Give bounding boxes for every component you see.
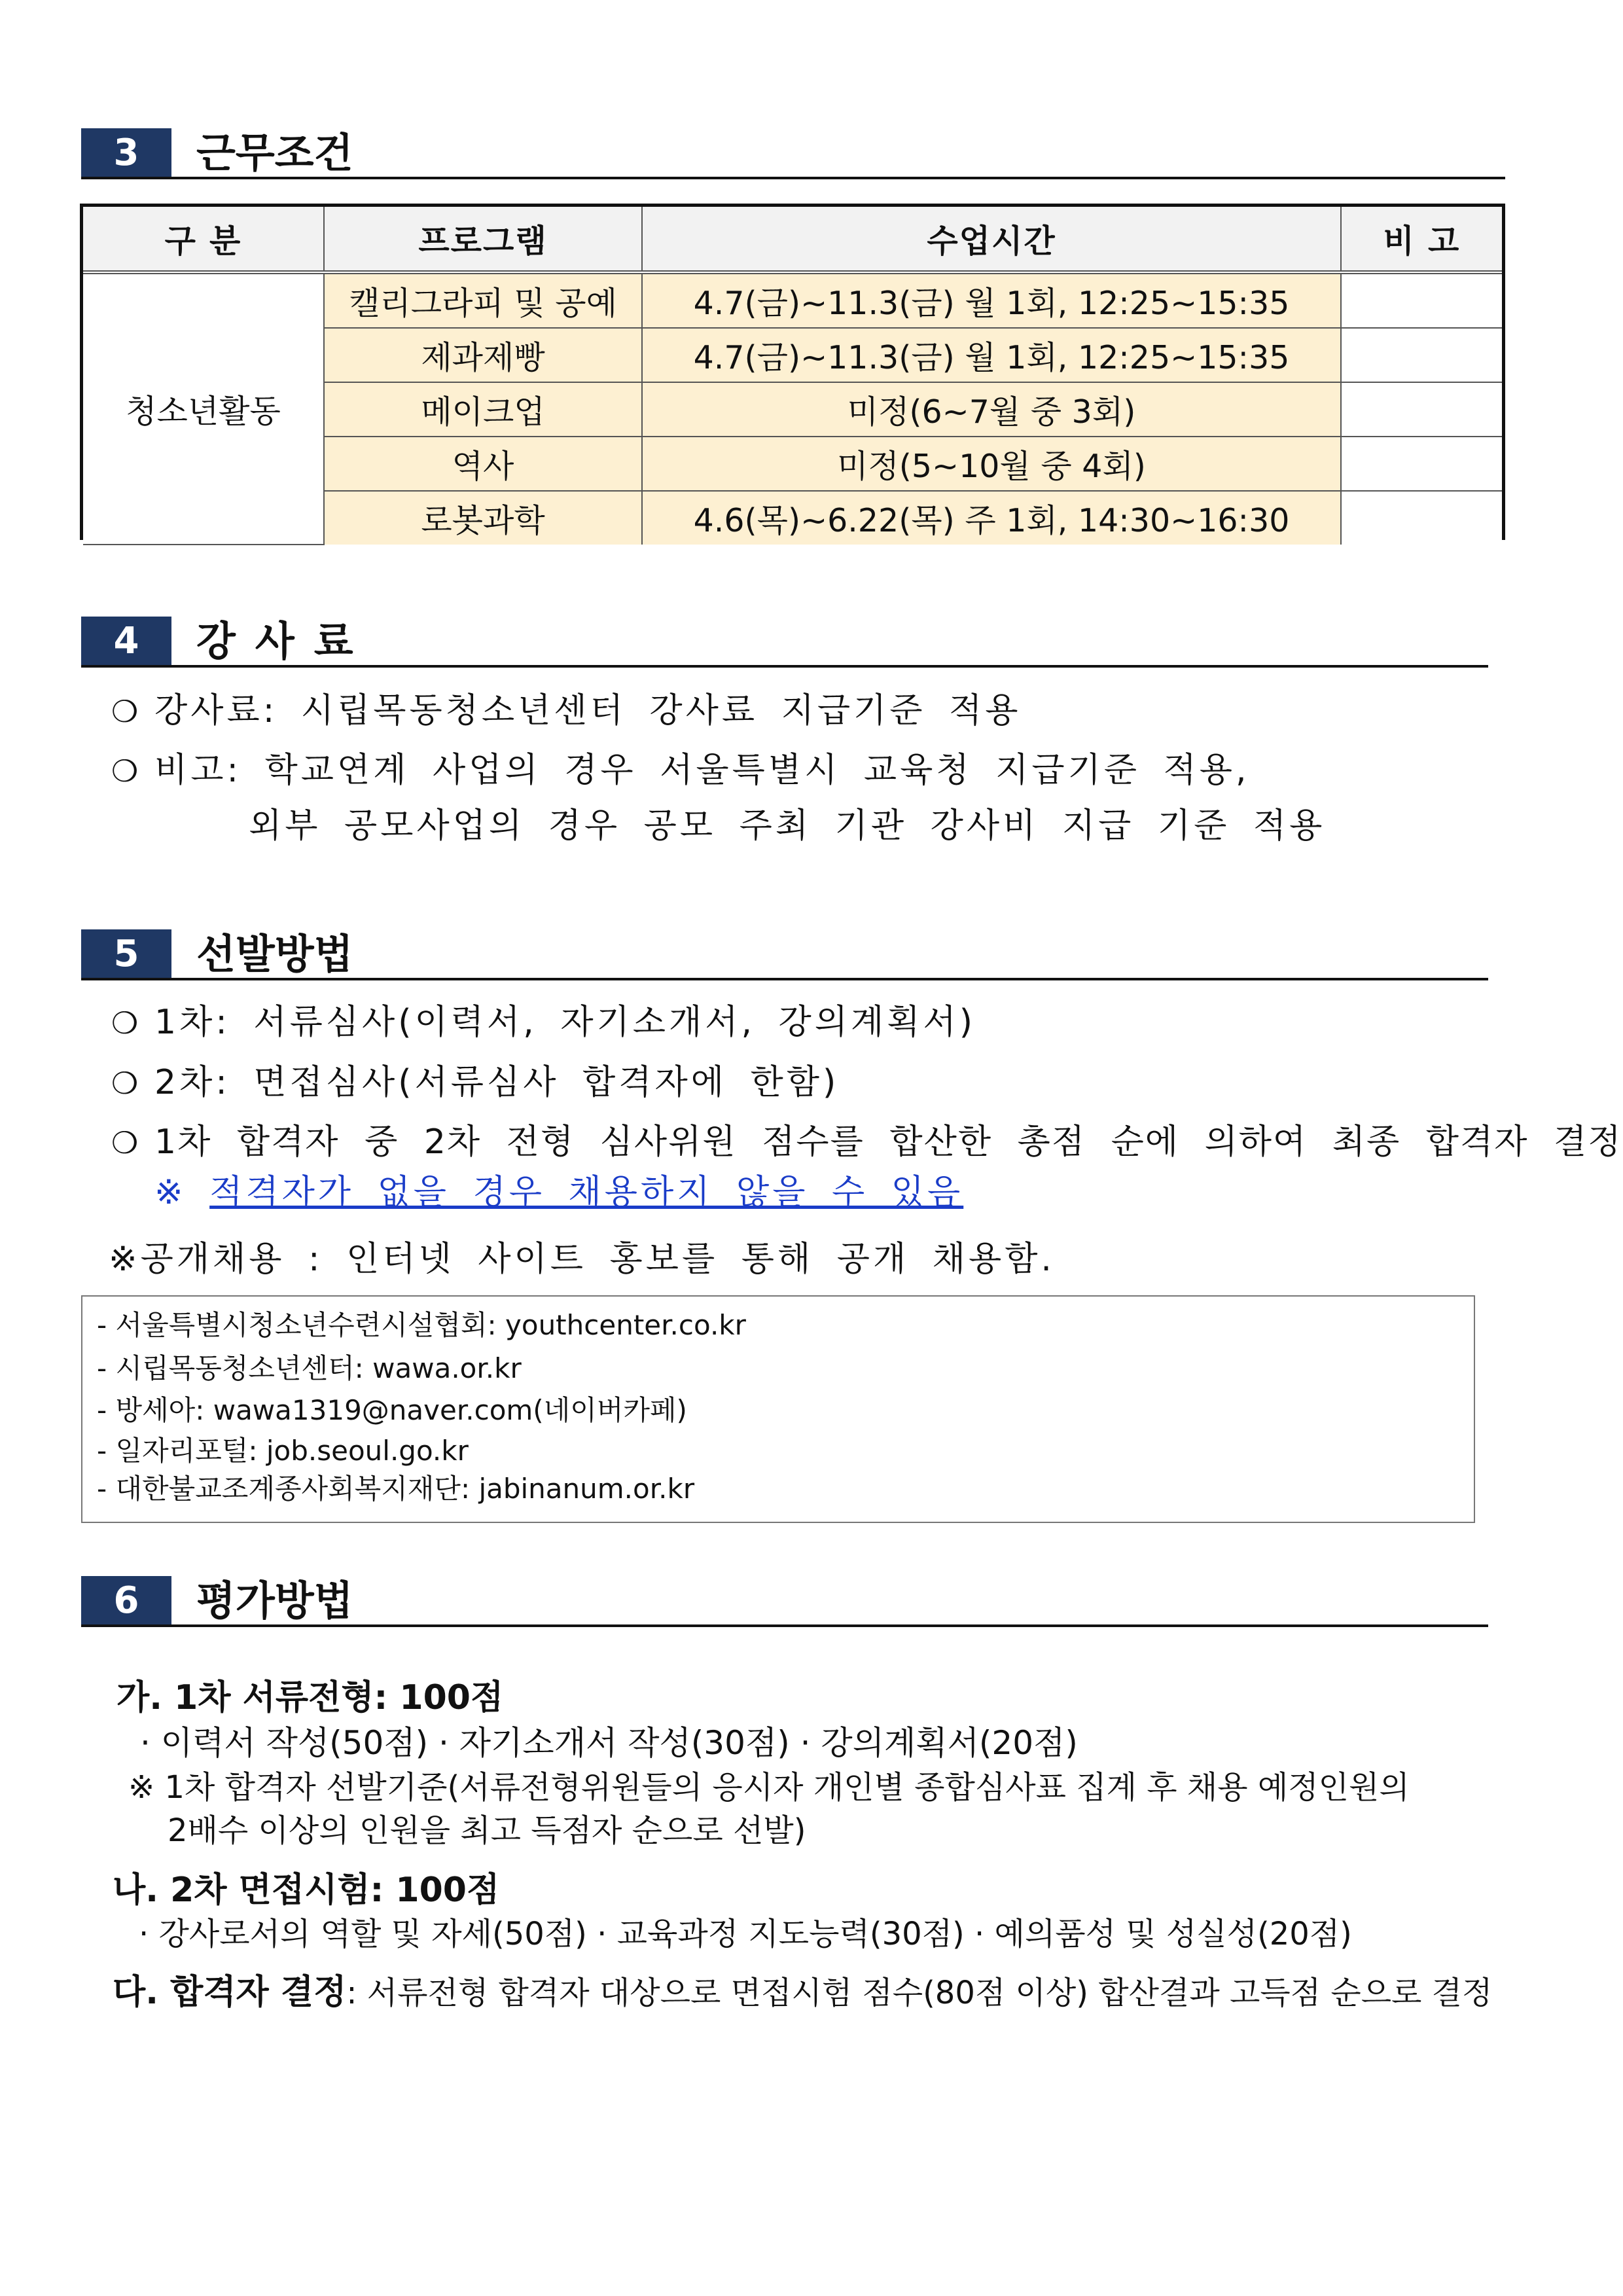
time-cell: 미정(6~7월 중 3회): [642, 382, 1341, 437]
eval-heading-interview: 나. 2차 면접시험: 100점: [113, 1871, 500, 1910]
section-divider: [81, 665, 1488, 668]
time-cell: 4.7(금)~11.3(금) 월 1회, 12:25~15:35: [642, 328, 1341, 382]
site-item: - 대한불교조계종사회복지재단: jabinanum.or.kr: [97, 1473, 695, 1505]
note-cell: [1341, 272, 1502, 328]
section-title: 근무조건: [196, 129, 353, 177]
selection-item: ❍ 1차 합격자 중 2차 전형 심사위원 점수를 합산한 총점 순에 의하여 최종 합격자 결정: [111, 1121, 1622, 1164]
time-cell: 4.7(금)~11.3(금) 월 1회, 12:25~15:35: [642, 272, 1341, 328]
section-title: 평가방법: [196, 1577, 353, 1624]
bullet-circle-icon: ❍: [111, 1005, 142, 1041]
selection-item: ❍ 2차: 면접심사(서류심사 합격자에 한함): [111, 1062, 839, 1104]
eval-detail: · 이력서 작성(50점) · 자기소개서 작성(30점) · 강의계획서(20점): [140, 1724, 1078, 1762]
note-cell: [1341, 382, 1502, 437]
eval-heading-final: 다. 합격자 결정: 서류전형 합격자 대상으로 면접시험 점수(80점 이상) 합산결과 고득점 순으로 결정: [113, 1973, 1493, 2012]
bullet-circle-icon: ❍: [111, 1066, 142, 1101]
section-header-evaluation: [81, 1576, 1488, 1627]
schedule-table: [80, 204, 1505, 540]
note-cell: [1341, 491, 1502, 545]
section-header-work-conditions: [81, 128, 1505, 179]
public-notice: ※공개채용 : 인터넷 사이트 홍보를 통해 공개 채용함.: [109, 1240, 1055, 1279]
bullet-circle-icon: ❍: [111, 753, 142, 789]
program-cell: 역사: [324, 437, 642, 491]
eval-heading-document: 가. 1차 서류전형: 100점: [116, 1678, 504, 1717]
eval-note-continuation: 2배수 이상의 인원을 최고 득점자 순으로 선발): [168, 1812, 806, 1849]
recruitment-sites-box: [81, 1295, 1475, 1523]
eval-detail: · 강사로서의 역할 및 자세(50점) · 교육과정 지도능력(30점) · 예의품성 및 성실성(20점): [139, 1916, 1352, 1952]
selection-item: ❍ 1차: 서류심사(이력서, 자기소개서, 강의계획서): [111, 1001, 976, 1044]
note-cell: [1341, 437, 1502, 491]
section-number-badge: 3: [81, 128, 171, 178]
fee-item-continuation: 외부 공모사업의 경우 공모 주최 기관 강사비 지급 기준 적용: [249, 806, 1326, 846]
table-header-category: 구 분: [83, 207, 324, 272]
final-decision-text: : 서류전형 합격자 대상으로 면접시험 점수(80점 이상) 합산결과 고득점 순으로 결정: [346, 1975, 1493, 2011]
note-mark: ※: [154, 1173, 187, 1212]
selection-note: [154, 1172, 963, 1213]
time-cell: 미정(5~10월 중 4회): [642, 437, 1341, 491]
time-cell: 4.6(목)~6.22(목) 주 1회, 14:30~16:30: [642, 491, 1341, 545]
section-number-badge: 4: [81, 617, 171, 666]
site-item: - 시립목동청소년센터: wawa.or.kr: [97, 1352, 522, 1384]
program-cell: 로봇과학: [324, 491, 642, 545]
section-title: 강사료: [196, 617, 373, 665]
note-cell: [1341, 328, 1502, 382]
section-title: 선발방법: [196, 930, 353, 978]
program-cell: 메이크업: [324, 382, 642, 437]
fee-item: ❍ 강사료: 시립목동청소년센터 강사료 지급기준 적용: [111, 690, 1022, 732]
program-cell: 캘리그라피 및 공예: [324, 272, 642, 328]
table-header-time: 수업시간: [642, 207, 1341, 272]
section-header-lecture-fee: [81, 617, 1488, 668]
site-item: - 일자리포털: job.seoul.go.kr: [97, 1435, 469, 1467]
section-number-badge: 6: [81, 1576, 171, 1626]
bullet-circle-icon: ❍: [111, 1125, 140, 1160]
fee-item: ❍ 비고: 학교연계 사업의 경우 서울특별시 교육청 지급기준 적용,: [111, 749, 1250, 792]
site-item: - 서울특별시청소년수련시설협회: youthcenter.co.kr: [97, 1309, 746, 1341]
bullet-circle-icon: ❍: [111, 694, 142, 729]
category-cell: 청소년활동: [83, 272, 324, 545]
eval-note: ※ 1차 합격자 선발기준(서류전형위원들의 응시자 개인별 종합심사표 집계 후 채용 예정인원의: [128, 1769, 1410, 1806]
section-header-selection: [81, 929, 1488, 980]
table-header-note: 비 고: [1341, 207, 1502, 272]
table-header-program: 프로그램: [324, 207, 642, 272]
section-divider: [81, 177, 1505, 179]
section-divider: [81, 1624, 1488, 1627]
section-divider: [81, 978, 1488, 980]
program-cell: 제과제빵: [324, 328, 642, 382]
table-row: [83, 272, 1502, 328]
selection-note-text: 적격자가 없을 경우 채용하지 않을 수 있음: [209, 1173, 964, 1212]
section-number-badge: 5: [81, 929, 171, 979]
site-item: - 방세아: wawa1319@naver.com(네이버카페): [97, 1394, 687, 1426]
